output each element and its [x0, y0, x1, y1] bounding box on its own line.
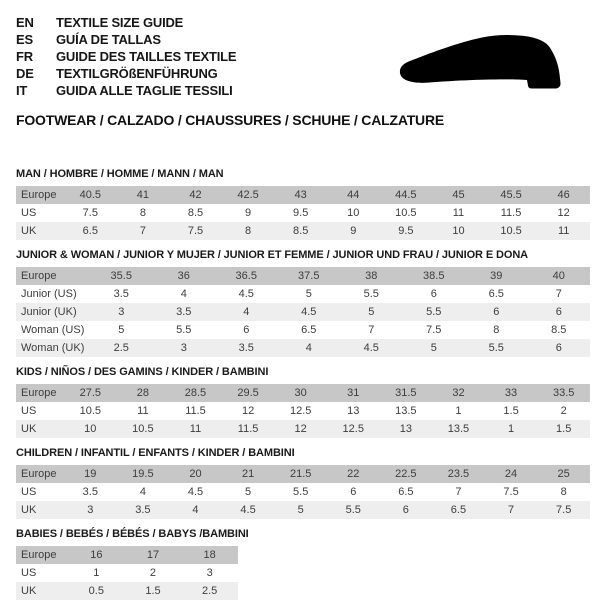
size-cell: 40.5: [79, 188, 101, 201]
table-row-kids-us: [16, 402, 590, 420]
size-cell: 41: [136, 188, 150, 201]
size-cell: 5.5: [345, 504, 361, 516]
size-cell: 33: [504, 386, 518, 399]
size-cell: 7: [507, 504, 515, 516]
size-tables: [16, 168, 590, 600]
row-label: Europe: [21, 269, 57, 282]
size-cell: 45: [452, 188, 465, 201]
language-code: EN: [16, 15, 34, 30]
size-cell: 13: [347, 405, 360, 418]
size-cell: 4: [243, 306, 250, 318]
size-table-kids: [16, 384, 590, 438]
size-section-man: [16, 168, 590, 240]
size-cell: 4: [192, 504, 199, 516]
size-cell: 44: [347, 188, 360, 201]
table-row-man-europe: [16, 186, 590, 204]
size-cell: 1: [455, 405, 462, 418]
size-cell: 3: [206, 567, 213, 580]
size-cell: 46: [557, 188, 570, 201]
size-cell: 38: [365, 269, 378, 282]
table-title-man: MAN / HOMBRE / HOMME / MANN / MAN: [16, 168, 224, 180]
size-cell: 10.5: [79, 405, 101, 418]
size-cell: 3.5: [82, 486, 98, 499]
size-cell: 6: [243, 324, 250, 336]
size-cell: 4.5: [240, 504, 256, 516]
size-cell: 4.5: [363, 342, 379, 354]
size-cell: 11.5: [500, 207, 522, 220]
table-title-babies: BABIES / BEBÉS / BÉBÉS / BABYS /BAMBINI: [16, 528, 249, 540]
size-cell: 13: [399, 423, 412, 435]
size-cell: 6: [555, 342, 562, 354]
table-row-babies-uk: [16, 582, 238, 600]
size-cell: 43: [294, 188, 307, 201]
size-cell: 5.5: [293, 486, 309, 499]
table-row-man-us: [16, 204, 590, 222]
size-cell: 5.5: [488, 342, 504, 354]
size-cell: 5.5: [426, 306, 442, 318]
size-cell: 4: [139, 486, 146, 499]
size-cell: 44.5: [395, 188, 417, 201]
size-cell: 29.5: [237, 386, 259, 399]
size-cell: 32: [452, 386, 465, 399]
size-section-kids: [16, 366, 590, 438]
size-cell: 3.5: [238, 342, 254, 354]
row-label: US: [21, 207, 37, 220]
size-cell: 21: [241, 467, 255, 480]
size-cell: 8: [245, 225, 252, 237]
size-cell: 28.5: [184, 386, 207, 399]
size-cell: 1: [93, 567, 100, 580]
size-cell: 7.5: [82, 207, 98, 220]
size-cell: 13.5: [447, 423, 470, 435]
row-label: UK: [21, 585, 37, 597]
size-cell: 22: [347, 467, 360, 480]
size-cell: 23.5: [447, 467, 470, 480]
table-row-babies-europe: [16, 546, 238, 564]
row-label: Europe: [21, 548, 57, 561]
size-cell: 30: [294, 386, 307, 399]
size-cell: 7.5: [556, 504, 572, 516]
row-label: US: [21, 567, 37, 580]
table-row-junior-woman-europe: [16, 267, 590, 285]
size-cell: 7: [555, 288, 562, 301]
row-label: UK: [21, 504, 37, 516]
size-table-junior-woman: [16, 267, 590, 357]
row-label: US: [21, 405, 37, 418]
size-cell: 16: [90, 548, 103, 561]
size-cell: 4: [180, 288, 187, 301]
size-cell: 25: [557, 467, 570, 480]
size-cell: 4: [305, 342, 312, 354]
size-cell: 21.5: [289, 467, 312, 480]
language-code: DE: [16, 66, 34, 81]
row-label: Woman (US): [21, 324, 85, 336]
row-label: Europe: [21, 467, 57, 480]
size-cell: 4.5: [301, 306, 317, 318]
size-cell: 12: [294, 423, 307, 435]
table-row-children-uk: [16, 501, 590, 519]
size-cell: 42: [189, 188, 202, 201]
size-cell: 4.5: [238, 288, 254, 301]
size-cell: 9: [350, 225, 357, 237]
size-cell: 17: [146, 548, 160, 561]
size-cell: 2: [149, 567, 157, 580]
row-label: UK: [21, 423, 37, 435]
size-cell: 19: [84, 467, 97, 480]
size-cell: 6: [493, 306, 500, 318]
size-cell: 31: [347, 386, 360, 399]
size-cell: 12: [557, 207, 570, 220]
size-cell: 27.5: [79, 386, 101, 399]
language-label: TEXTILE SIZE GUIDE: [56, 15, 184, 30]
size-cell: 20: [189, 467, 202, 480]
size-cell: 6.5: [450, 504, 467, 516]
table-row-babies-us: [16, 564, 238, 582]
language-label: GUIDA ALLE TAGLIE TESSILI: [56, 83, 233, 98]
size-cell: 3.5: [176, 306, 192, 318]
row-label: Woman (UK): [21, 342, 85, 354]
size-cell: 33.5: [552, 386, 575, 399]
size-cell: 5.5: [363, 288, 379, 301]
row-label: Europe: [21, 188, 57, 201]
size-cell: 10: [347, 207, 360, 220]
size-cell: 28: [136, 386, 150, 399]
table-title-kids: KIDS / NIÑOS / DES GAMINS / KINDER / BAMBINI: [16, 366, 269, 378]
size-cell: 38.5: [423, 269, 445, 282]
size-cell: 6: [555, 306, 562, 318]
size-cell: 11: [557, 225, 570, 237]
size-cell: 2: [560, 405, 567, 418]
size-cell: 13.5: [395, 405, 417, 418]
table-row-junior-woman-woman-us: [16, 321, 590, 339]
table-row-kids-europe: [16, 384, 590, 402]
size-cell: 9.5: [398, 225, 414, 237]
row-label: Europe: [21, 386, 57, 399]
size-cell: 10.5: [500, 225, 522, 237]
category-title: FOOTWEAR / CALZADO / CHAUSSURES / SCHUHE / CALZATURE: [16, 112, 445, 128]
size-cell: 3.5: [135, 504, 151, 516]
language-code: ES: [16, 32, 33, 47]
size-cell: 45.5: [500, 188, 522, 201]
language-row-en: [16, 14, 590, 31]
size-cell: 6: [402, 504, 409, 516]
size-cell: 11: [137, 405, 149, 418]
language-label: GUIDE DES TAILLES TEXTILE: [56, 49, 237, 64]
size-cell: 2.5: [113, 342, 129, 354]
size-cell: 11: [189, 423, 202, 435]
table-row-junior-woman-junior-uk: [16, 303, 590, 321]
size-cell: 3: [118, 306, 125, 318]
size-cell: 31.5: [395, 386, 417, 399]
size-cell: 2.5: [202, 585, 218, 597]
dress-shoe-icon: [398, 33, 568, 93]
size-cell: 8: [560, 486, 567, 499]
table-row-children-us: [16, 483, 590, 501]
size-cell: 11.5: [185, 405, 206, 418]
size-cell: 11: [452, 207, 465, 220]
size-cell: 11.5: [237, 423, 259, 435]
size-table-babies: [16, 546, 238, 600]
size-cell: 18: [203, 548, 216, 561]
row-label: Junior (UK): [21, 306, 77, 318]
size-cell: 1.5: [503, 405, 519, 418]
size-cell: 7: [455, 486, 462, 499]
size-cell: 8.5: [551, 324, 567, 336]
size-cell: 36: [177, 269, 190, 282]
size-cell: 1: [507, 423, 515, 435]
size-cell: 40: [552, 269, 565, 282]
size-cell: 12.5: [342, 423, 364, 435]
size-cell: 7.5: [426, 324, 442, 336]
size-cell: 5: [305, 288, 312, 301]
size-cell: 7.5: [503, 486, 519, 499]
size-cell: 35.5: [110, 269, 132, 282]
size-cell: 10: [452, 225, 465, 237]
language-code: FR: [16, 49, 33, 64]
size-cell: 8: [139, 207, 146, 220]
table-title-junior-woman: JUNIOR & WOMAN / JUNIOR Y MUJER / JUNIOR ET FEMME / JUNIOR UND FRAU / JUNIOR E DONA: [16, 249, 529, 261]
language-label: GUÍA DE TALLAS: [56, 32, 161, 47]
size-cell: 6.5: [301, 324, 317, 336]
size-table-man: [16, 186, 590, 240]
language-code: IT: [16, 83, 28, 98]
size-cell: 10: [84, 423, 97, 435]
size-cell: 6.5: [398, 486, 414, 499]
size-cell: 6.5: [488, 288, 504, 301]
table-row-junior-woman-woman-uk: [16, 339, 590, 357]
size-cell: 3: [180, 342, 187, 354]
size-cell: 6.5: [82, 225, 98, 237]
size-cell: 8: [493, 324, 500, 336]
table-row-children-europe: [16, 465, 590, 483]
size-cell: 37.5: [298, 269, 320, 282]
size-cell: 6: [350, 486, 357, 499]
table-row-kids-uk: [16, 420, 590, 438]
size-cell: 0.5: [88, 585, 104, 597]
row-label: US: [21, 486, 37, 499]
size-cell: 7: [368, 324, 375, 336]
size-cell: 6: [430, 288, 437, 301]
size-cell: 9.5: [293, 207, 309, 220]
row-label: UK: [21, 225, 37, 237]
size-cell: 10.5: [395, 207, 417, 220]
header: [16, 14, 590, 99]
size-cell: 19.5: [132, 467, 154, 480]
size-section-junior-woman: [16, 249, 590, 357]
table-row-junior-woman-junior-us: [16, 285, 590, 303]
size-section-babies: [16, 528, 590, 600]
size-table-children: [16, 465, 590, 519]
table-title-children: CHILDREN / INFANTIL / ENFANTS / KINDER / BAMBINI: [16, 447, 295, 459]
size-cell: 10.5: [132, 423, 154, 435]
row-label: Junior (US): [21, 288, 77, 301]
size-cell: 22.5: [395, 467, 417, 480]
size-cell: 5: [297, 504, 304, 516]
size-cell: 5.5: [176, 324, 192, 336]
table-row-man-uk: [16, 222, 590, 240]
size-cell: 5: [368, 306, 375, 318]
size-cell: 5: [245, 486, 252, 499]
size-cell: 42.5: [237, 188, 259, 201]
dress-shoe-silhouette: [400, 35, 561, 89]
size-cell: 9: [245, 207, 252, 220]
size-cell: 8.5: [187, 207, 204, 220]
size-cell: 3: [87, 504, 94, 516]
size-cell: 36.5: [235, 269, 257, 282]
size-cell: 4.5: [187, 486, 204, 499]
size-cell: 12: [241, 405, 255, 418]
size-cell: 24: [504, 467, 518, 480]
size-cell: 3.5: [113, 288, 129, 301]
size-cell: 1.5: [145, 585, 161, 597]
size-cell: 5: [118, 324, 125, 336]
size-cell: 7: [139, 225, 146, 237]
size-cell: 12.5: [289, 405, 312, 418]
size-cell: 8.5: [293, 225, 309, 237]
size-cell: 5: [430, 342, 437, 354]
language-label: TEXTILGRÖßENFÜHRUNG: [56, 66, 218, 81]
size-cell: 39: [490, 269, 503, 282]
size-cell: 1.5: [556, 423, 572, 435]
size-section-children: [16, 447, 590, 519]
size-cell: 7.5: [187, 225, 204, 237]
